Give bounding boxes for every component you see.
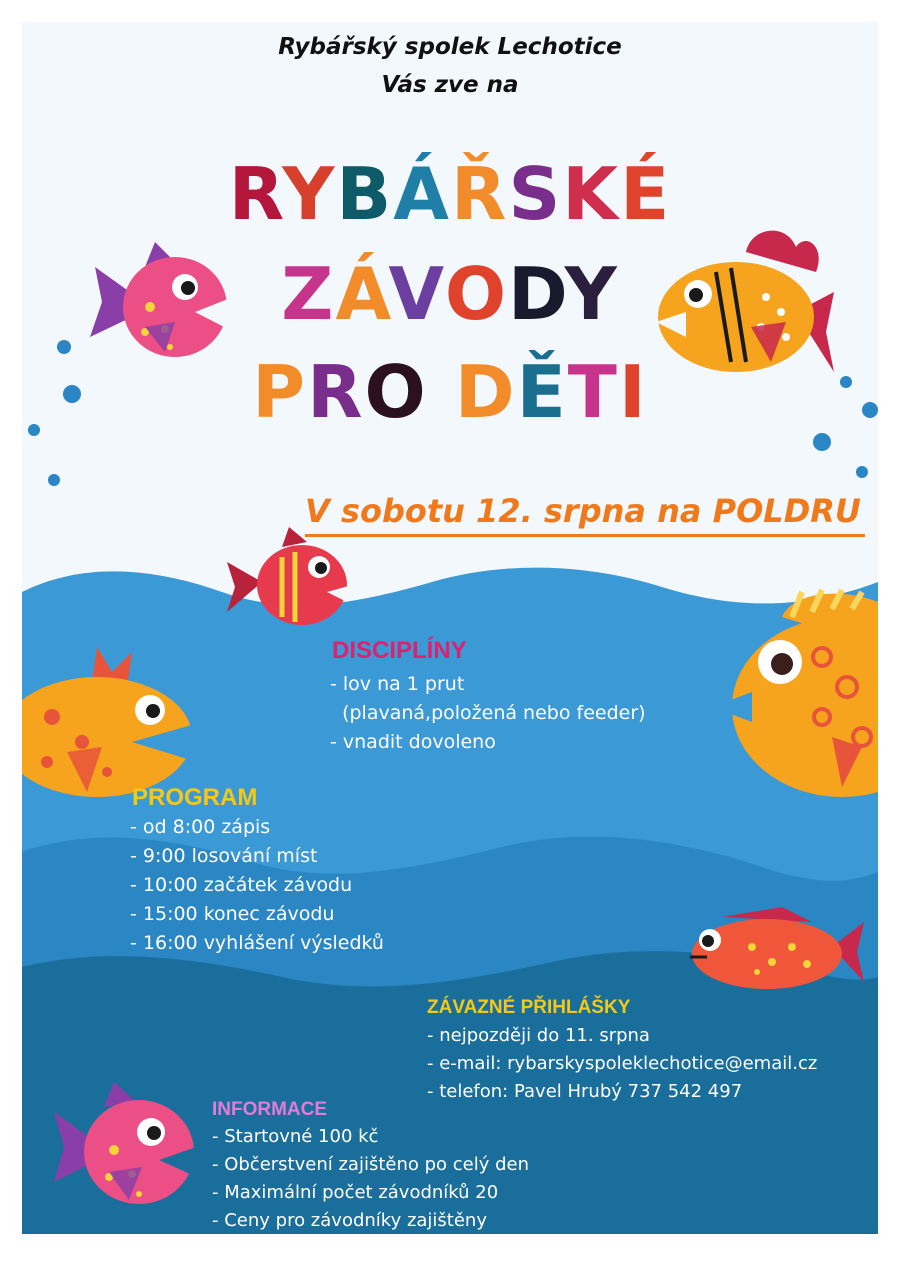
registration-list (427, 1022, 817, 1106)
title-letter: R (307, 350, 365, 434)
list-item: - 16:00 vyhlášení výsledků (130, 932, 384, 954)
list-item: - Ceny pro závodníky zajištěny (212, 1210, 487, 1231)
title-letter: V (388, 252, 445, 336)
date-underline (305, 534, 865, 537)
list-item: (plavaná,položená nebo feeder) (330, 702, 646, 724)
title-letter: T (567, 350, 619, 434)
title-letter: Y (282, 152, 337, 236)
organizer-name: Rybářský spolek Lechotice (278, 34, 622, 60)
list-item: - 10:00 začátek závodu (130, 874, 353, 896)
disciplines-list (330, 670, 646, 757)
pink-fish-icon (90, 237, 230, 367)
info-list (212, 1123, 529, 1234)
program-title: PROGRAM (132, 784, 258, 811)
program-list (130, 813, 384, 958)
registration-title: ZÁVAZNÉ PŘIHLÁŠKY (427, 997, 631, 1018)
list-item: - lov na 1 prut (330, 673, 465, 695)
list-item: - Startovné 100 kč (212, 1126, 379, 1147)
title-letter: Ě (516, 350, 568, 434)
list-item: - vnadit dovoleno (330, 731, 496, 753)
event-date: V sobotu 12. srpna na POLDRU (305, 492, 861, 530)
title-letter: Y (564, 252, 619, 336)
poster (22, 22, 878, 1234)
red-fish-icon (227, 527, 357, 637)
title-letter: P (252, 350, 308, 434)
title-letter: É (620, 152, 672, 236)
small-red-fish-icon (682, 902, 867, 997)
pink-fish-bottom-icon (54, 1082, 199, 1212)
title-letter: Á (393, 152, 451, 236)
list-item: - od 8:00 zápis (130, 816, 271, 838)
disciplines-title: DISCIPLÍNY (332, 637, 467, 664)
big-orange-fish-right-icon (712, 587, 878, 807)
title-letter: D (454, 350, 517, 434)
invite-text: Vás zve na (381, 72, 519, 98)
list-item: - Občerstvení zajištěno po celý den (212, 1154, 530, 1175)
title-letter: K (562, 152, 621, 236)
list-item: - Maximální počet závodníků 20 (212, 1182, 499, 1203)
orange-fish-icon (656, 222, 836, 392)
list-item: - e-mail: rybarskyspoleklechotice@email.cz (427, 1053, 818, 1074)
title-letter: O (444, 252, 509, 336)
title-letter: Ř (450, 152, 509, 236)
title-letter: R (228, 152, 283, 236)
list-item: - 9:00 losování míst (130, 845, 318, 867)
title-letter: B (336, 152, 394, 236)
title-letter: Z (281, 252, 336, 336)
title-letter: I (618, 350, 648, 434)
title-letter: Á (335, 252, 389, 336)
title-letter (428, 350, 455, 434)
list-item: - telefon: Pavel Hrubý 737 542 497 (427, 1081, 743, 1102)
title-letter: O (364, 350, 428, 434)
list-item: - 15:00 konec závodu (130, 903, 335, 925)
title-letter: S (508, 152, 563, 236)
title-letter: D (508, 252, 565, 336)
info-title: INFORMACE (212, 1099, 328, 1120)
list-item: - nejpozději do 11. srpna (427, 1025, 650, 1046)
